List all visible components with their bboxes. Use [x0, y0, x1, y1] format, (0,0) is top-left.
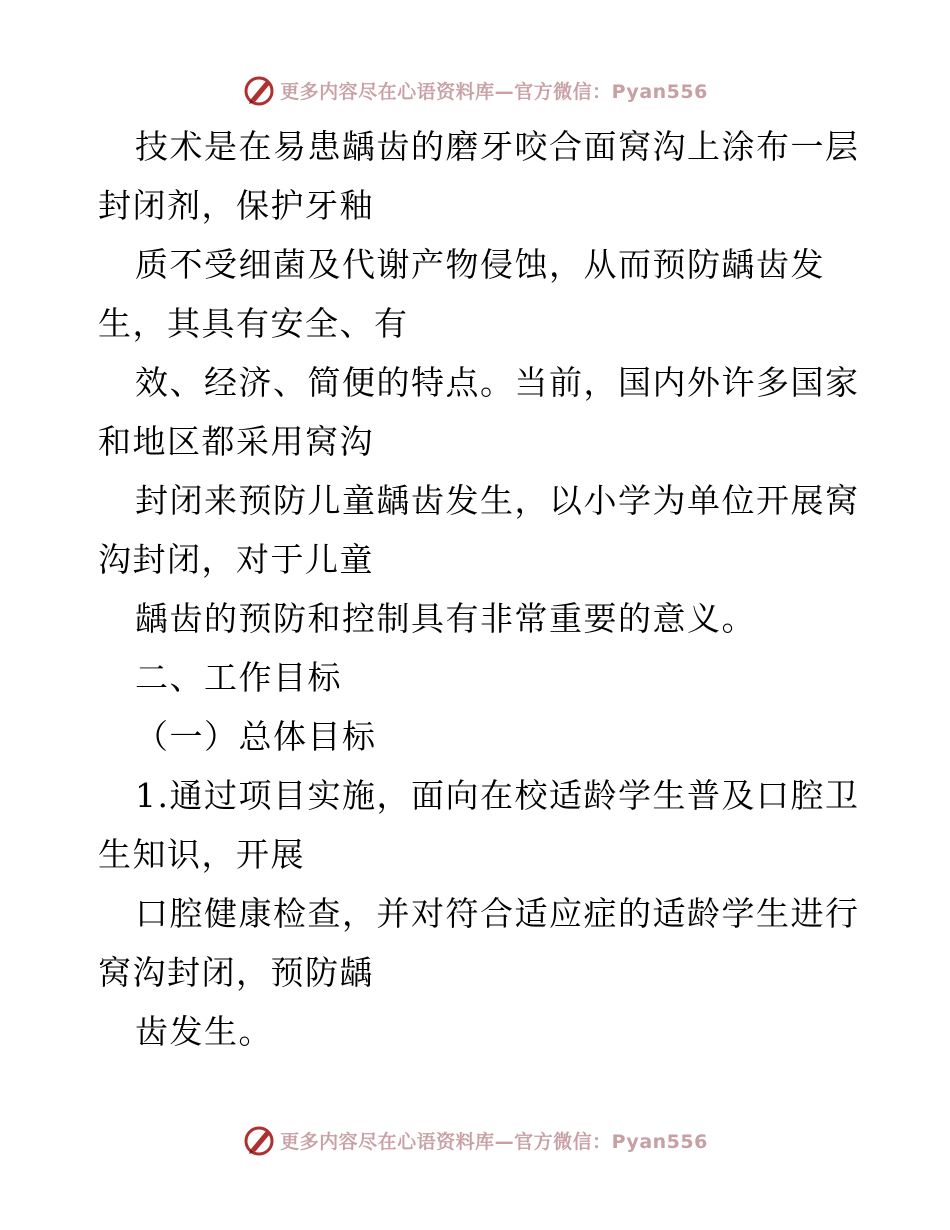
- text-line: 质不受细菌及代谢产物侵蚀，从而预防龋齿发: [135, 245, 825, 284]
- document-body: [98, 117, 858, 1061]
- pen-logo-icon: [242, 1123, 276, 1157]
- subsection-heading: （一）总体目标: [135, 717, 377, 756]
- section-heading: 二、工作目标: [135, 658, 342, 697]
- text-line: 生知识，开展: [98, 835, 305, 874]
- text-line: 效、经济、简便的特点。当前，国内外许多国家: [135, 363, 860, 402]
- text-line: 技术是在易患龋齿的磨牙咬合面窝沟上涂布一层: [135, 127, 860, 166]
- watermark-text: 更多内容尽在心语资料库—官方微信：Pyan556: [280, 80, 708, 103]
- text-line: 龋齿的预防和控制具有非常重要的意义。: [135, 599, 756, 638]
- text-line: 封闭剂，保护牙釉: [98, 186, 374, 225]
- text-line: 封闭来预防儿童龋齿发生，以小学为单位开展窝: [135, 481, 860, 520]
- text-line: 和地区都采用窝沟: [98, 422, 374, 461]
- text-line: 窝沟封闭，预防龋: [98, 953, 374, 992]
- text-line: 生，其具有安全、有: [98, 304, 409, 343]
- text-line: 口腔健康检查，并对符合适应症的适龄学生进行: [135, 894, 860, 933]
- pen-logo-icon: [242, 73, 276, 107]
- watermark-text: 更多内容尽在心语资料库—官方微信：Pyan556: [280, 1130, 708, 1153]
- watermark-footer: [0, 1120, 950, 1160]
- watermark-header: [0, 70, 950, 110]
- text-line: 齿发生。: [135, 1012, 273, 1051]
- text-line: 1.通过项目实施，面向在校适龄学生普及口腔卫: [135, 776, 860, 815]
- text-line: 沟封闭，对于儿童: [98, 540, 374, 579]
